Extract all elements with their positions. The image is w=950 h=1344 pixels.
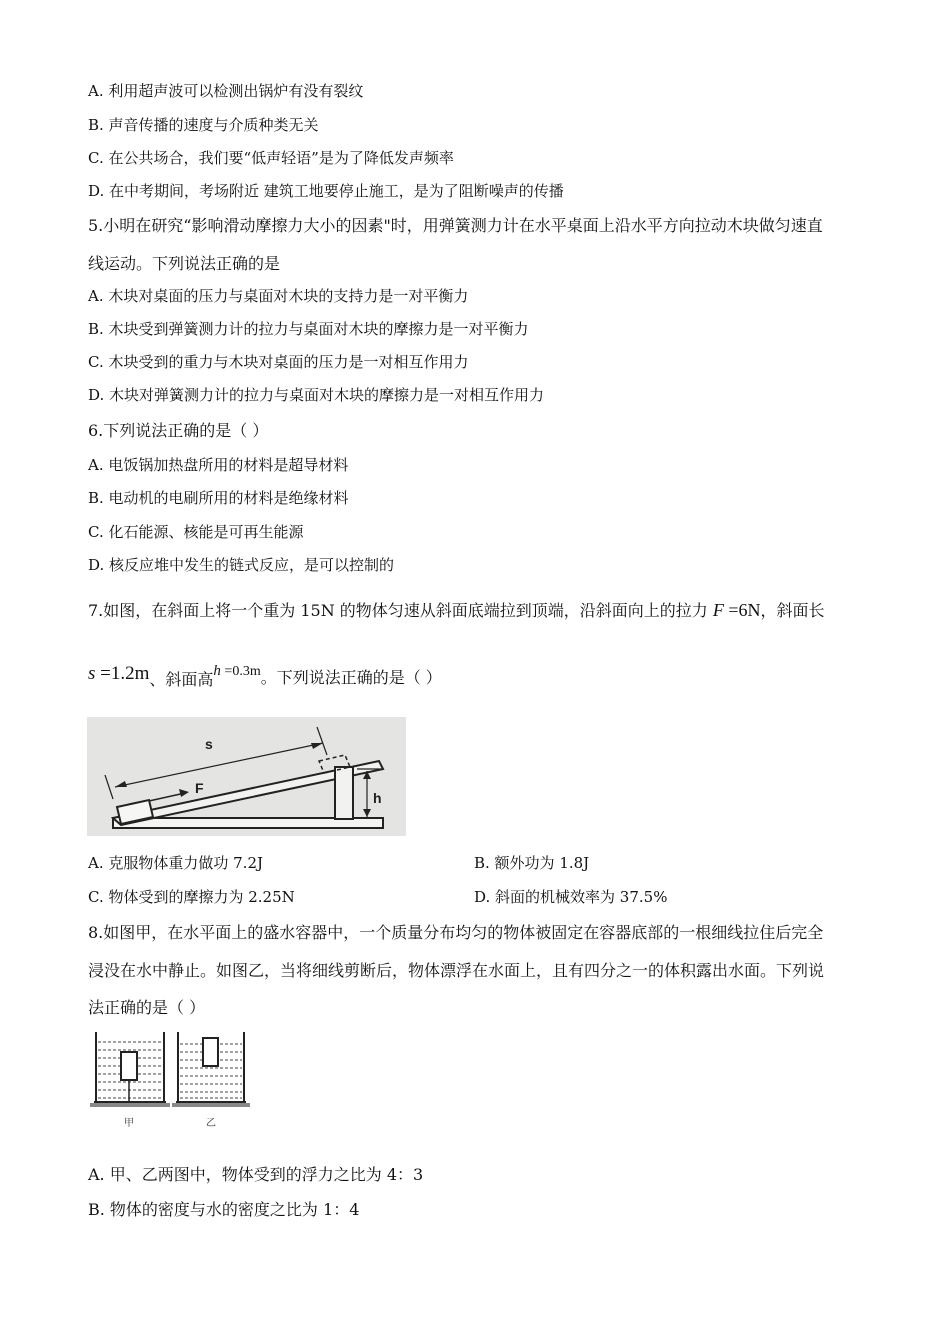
incline-diagram [87,717,406,836]
q4-option-c: C. 在公共场合，我们要“低声轻语”是为了降低发声频率 [88,149,454,167]
q7-stem-a: 7.如图，在斜面上将一个重为 15N 的物体匀速从斜面底端拉到顶端，沿斜面向上的拉力 [88,601,713,620]
incline-label-h: h [373,790,382,806]
q7-option-a: A. 克服物体重力做功 7.2J [88,854,264,872]
q8-stem-line2: 浸没在水中静止。如图乙，当将细线剪断后，物体漂浮在水面上，且有四分之一的体积露出水面。下列说 [88,961,825,980]
q7-option-d: D. 斜面的机械效率为 37.5% [474,888,668,906]
q7-stem-line1 [88,598,825,621]
q7-height-value: =0.3m [220,664,261,679]
q7-length-symbol: s [88,663,96,684]
q8-stem-line1: 8.如图甲，在水平面上的盛水容器中，一个质量分布均匀的物体被固定在容器底部的一根细线拉住后完全 [88,923,824,942]
q6-option-b: B. 电动机的电刷所用的材料是绝缘材料 [88,489,349,507]
q8-stem-line3: 法正确的是（ ） [88,998,206,1017]
q6-option-c: C. 化石能源、核能是可再生能源 [88,523,304,541]
container-jia [90,1032,170,1107]
q5-stem-line2: 线运动。下列说法正确的是 [88,254,281,273]
q8-option-a: A. 甲、乙两图中，物体受到的浮力之比为 4：3 [88,1165,424,1184]
container-yi [172,1032,250,1107]
q7-mid-text: 、斜面高 [149,670,214,689]
q5-option-c: C. 木块受到的重力与木块对桌面的压力是一对相互作用力 [88,353,469,371]
q5-option-a: A. 木块对桌面的压力与桌面对木块的支持力是一对平衡力 [88,287,469,305]
q6-option-a: A. 电饭锅加热盘所用的材料是超导材料 [88,456,349,474]
q8-option-b: B. 物体的密度与水的密度之比为 1：4 [88,1200,360,1219]
q7-height-symbol: h [213,663,221,679]
q4-option-a: A. 利用超声波可以检测出锅炉有没有裂纹 [88,82,364,100]
label-jia: 甲 [124,1118,134,1129]
q6-stem: 6.下列说法正确的是（ ） [88,421,269,440]
label-yi: 乙 [206,1118,216,1129]
q4-option-d: D. 在中考期间，考场附近 建筑工地要停止施工，是为了阻断噪声的传播 [88,182,564,200]
q7-length-value: =1.2m [95,663,150,684]
q5-option-b: B. 木块受到弹簧测力计的拉力与桌面对木块的摩擦力是一对平衡力 [88,320,529,338]
q7-option-b: B. 额外功为 1.8J [474,854,590,872]
containers-diagram [88,1030,250,1132]
q5-option-d: D. 木块对弹簧测力计的拉力与桌面对木块的摩擦力是一对相互作用力 [88,386,545,404]
incline-figure [87,717,406,836]
q7-force-value: =6N [723,600,761,620]
incline-label-s: s [205,736,213,752]
q6-option-d: D. 核反应堆中发生的链式反应，是可以控制的 [88,556,395,574]
q4-option-b: B. 声音传播的速度与介质种类无关 [88,116,319,134]
incline-label-f: F [195,780,204,796]
q7-tail-text: 。下列说法正确的是（ ） [260,668,442,687]
q5-stem-line1: 5.小明在研究“影响滑动摩擦力大小的因素"时，用弹簧测力计在水平桌面上沿水平方向拉动木块做匀速直 [88,216,823,235]
q7-option-c: C. 物体受到的摩擦力为 2.25N [88,888,295,906]
q7-force-symbol: F [712,600,724,620]
q7-stem-line2 [88,661,442,689]
q7-stem-b: ，斜面长 [760,601,825,620]
containers-figure [88,1030,250,1132]
